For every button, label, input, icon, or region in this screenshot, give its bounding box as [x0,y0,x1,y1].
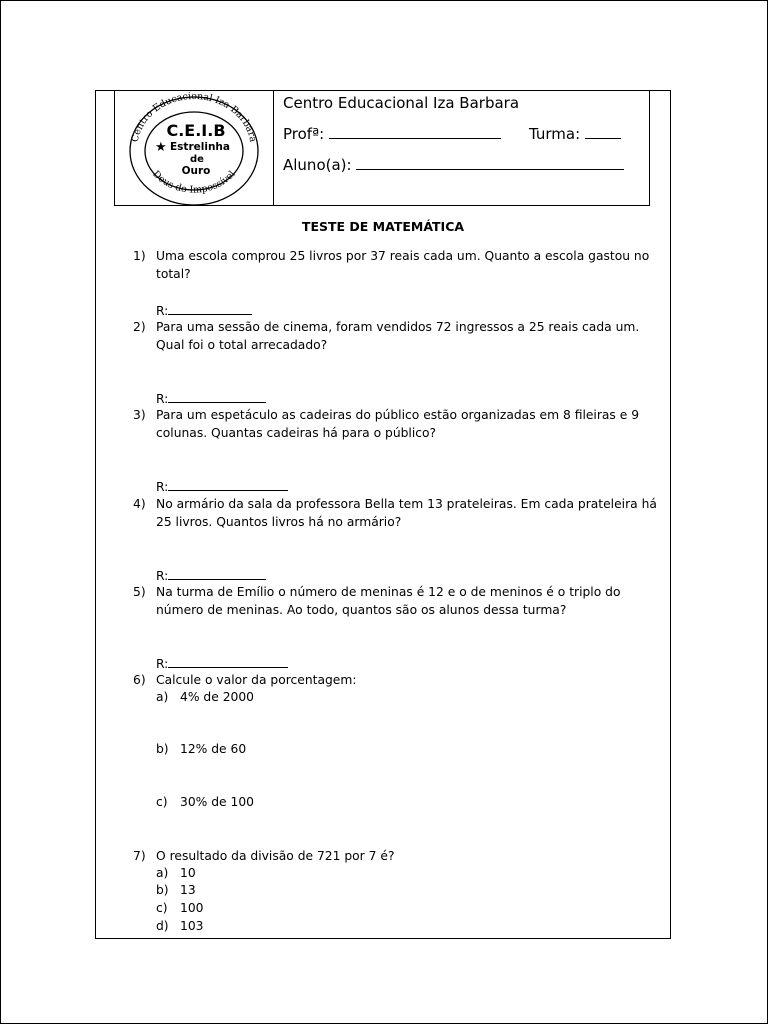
svg-text:Ouro: Ouro [181,165,211,177]
question-number: 5) [133,585,146,599]
answer-line-1[interactable] [156,302,252,318]
answer-line-3[interactable] [156,478,288,494]
svg-text:Estrelinha: Estrelinha [170,141,230,153]
page-title: TESTE DE MATEMÁTICA [301,219,465,234]
question-number: 2) [133,320,146,334]
header-box [114,91,650,206]
question-number: 4) [133,497,146,511]
question-number: 6) [133,673,146,687]
question-text: Calcule o valor da porcentagem: [156,673,357,687]
question-text: Para uma sessão de cinema, foram vendidos 72 ingressos a 25 reais cada um. Qual foi o total arrecadado? [156,320,640,352]
question-number: 1) [133,249,146,263]
question-text: No armário da sala da professora Bella tem 13 prateleiras. Em cada prateleira há 25 livros. Quantos livros há no armário? [156,497,657,529]
answer-label: R: [156,569,169,583]
prof-label: Profª: [283,125,325,143]
question-number: 7) [133,849,146,863]
turma-label: Turma: [529,125,581,143]
svg-text:★: ★ [155,140,167,155]
answer-label: R: [156,304,169,318]
question-text: Uma escola comprou 25 livros por 37 reais cada um. Quanto a escola gastou no total? [156,249,650,281]
prof-field[interactable] [283,125,501,143]
school-name: Centro Educacional Iza Barbara [283,94,520,112]
svg-text:Centro Educacional Iza Barbara: Centro Educacional Iza Barbara [129,91,259,144]
logo-cell [115,91,274,205]
svg-text:Deus do Impossível: Deus do Impossível [150,168,238,196]
question-text: O resultado da divisão de 721 por 7 é? [156,849,395,863]
answer-label: R: [156,480,169,494]
question-number: 3) [133,408,146,422]
answer-line-5[interactable] [156,655,288,671]
aluno-label: Aluno(a): [283,156,352,174]
turma-field[interactable] [529,125,621,143]
svg-text:de: de [190,154,204,165]
answer-line-4[interactable] [156,567,266,583]
answer-label: R: [156,392,169,406]
question-text: Na turma de Emílio o número de meninas é 12 e o de meninos é o triplo do número de meninas. Ao todo, quantos são os alunos dessa turma? [156,585,621,617]
answer-label: R: [156,657,169,671]
aluno-field[interactable] [283,156,624,174]
worksheet-frame: TESTE DE MATEMÁTICA 1) Uma escola comprou 25 livros por 37 reais cada um. Quanto a escola gastou no total? R: 2) Para uma sessão de cinema, foram vendidos 72 ingressos a 25 reais cada um. Qual foi o total arrecadado? R: 3) Para um espetáculo as cadeiras do público estão organizadas em 8 fileiras e 9 colunas. Quantas cadeiras há para o público? R: 4) No armário da sala da professora Bella tem 13 prateleiras. Em cada prateleira há 25 livros. Quantos livros há no armário? R: 5) Na turma de Emílio o número de meninas é 12 e o de meninos é o triplo do número de meninas. Ao todo, quantos são os alunos dessa turma? R: 6) Calcule o valor da porcentagem: a) 4% de 2000 b) 12% de 60 c) 30% de 100 7) O resultado da divisão de 721 por 7 é? a) 10 b) 13 c) 100 d) 103 [95,90,671,939]
svg-text:C.E.I.B: C.E.I.B [166,121,226,140]
question-text: Para um espetáculo as cadeiras do público estão organizadas em 8 fileiras e 9 colunas. Quantas cadeiras há para o público? [156,408,640,440]
school-seal-logo [115,91,273,205]
answer-line-2[interactable] [156,390,266,406]
